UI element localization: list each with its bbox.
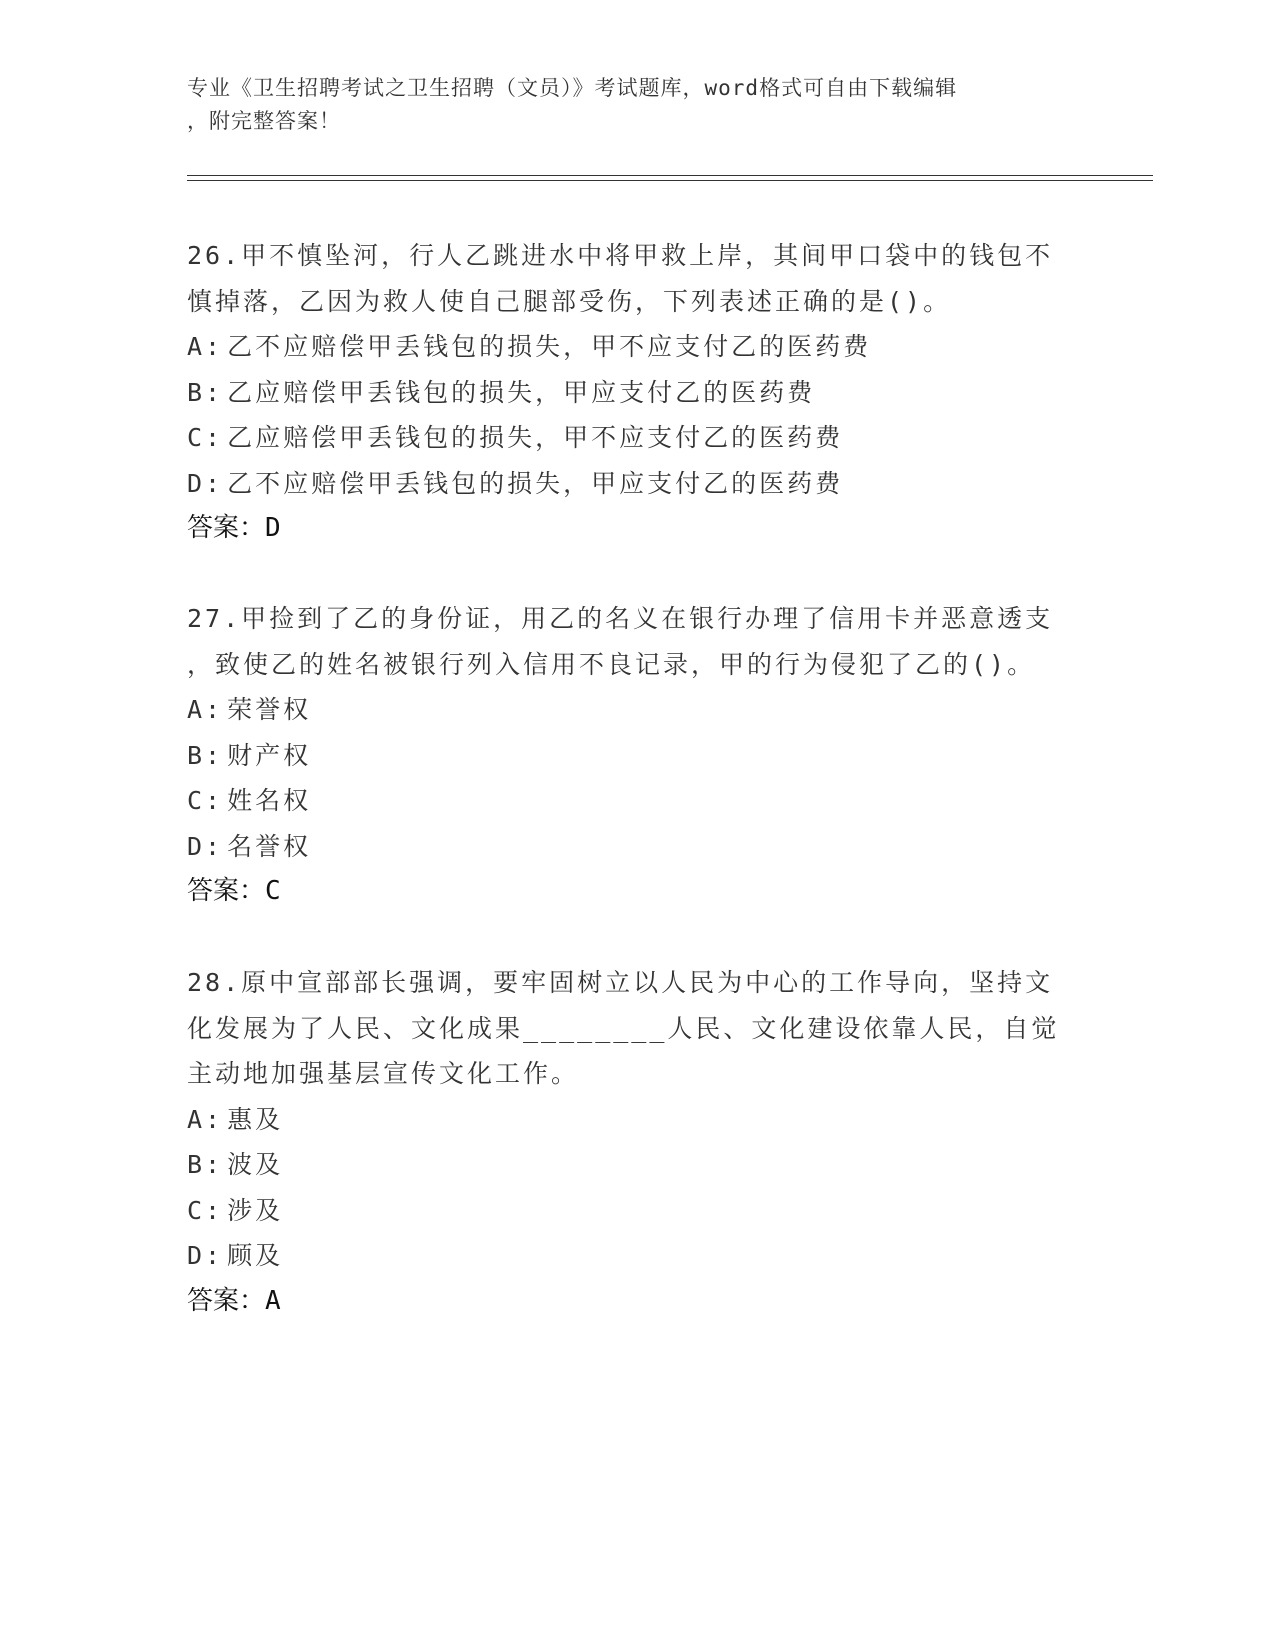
- question-text-line: 化发展为了人民、文化成果________人民、文化建设依靠人民，自觉: [187, 1013, 1060, 1043]
- option-b: [187, 370, 1077, 416]
- option-text: 涉及: [227, 1195, 284, 1225]
- option-d: [187, 461, 1077, 507]
- answer-value: D: [265, 513, 281, 543]
- question-text-line: 27.甲捡到了乙的身份证，用乙的名义在银行办理了信用卡并恶意透支: [187, 604, 1054, 633]
- option-a: [187, 1097, 1077, 1143]
- option-text: 惠及: [227, 1104, 284, 1134]
- option-text: 乙应赔偿甲丢钱包的损失，甲应支付乙的医药费: [227, 377, 816, 407]
- option-text: 乙应赔偿甲丢钱包的损失，甲不应支付乙的医药费: [227, 423, 844, 452]
- question-28: [187, 960, 1077, 1324]
- option-text: 顾及: [227, 1241, 284, 1270]
- answer-label: 答案：: [187, 1285, 266, 1316]
- answer-line: [187, 869, 1077, 915]
- option-text: 荣誉权: [227, 695, 312, 724]
- answer-line: [187, 506, 1077, 552]
- option-c: [187, 778, 1077, 824]
- answer-line: [187, 1279, 1077, 1325]
- question-27: [187, 596, 1077, 915]
- document-header: [187, 72, 1067, 138]
- question-26: [187, 233, 1077, 552]
- option-label: B:: [187, 1150, 224, 1179]
- question-text-line: 慎掉落，乙因为救人使自己腿部受伤，下列表述正确的是()。: [187, 286, 952, 316]
- header-divider-bottom: [187, 180, 1153, 181]
- question-text-line: ，致使乙的姓名被银行列入信用不良记录，甲的行为侵犯了乙的()。: [187, 649, 1036, 679]
- option-label: A:: [187, 1104, 224, 1134]
- header-line-2: ，附完整答案！: [187, 109, 341, 133]
- option-c: [187, 415, 1077, 461]
- option-text: 乙不应赔偿甲丢钱包的损失，甲不应支付乙的医药费: [227, 332, 872, 361]
- option-label: A:: [187, 332, 224, 361]
- option-text: 姓名权: [227, 786, 312, 815]
- option-c: [187, 1188, 1077, 1234]
- question-text-line: 28.原中宣部部长强调，要牢固树立以人民为中心的工作导向，坚持文: [187, 968, 1054, 997]
- answer-label: 答案：: [187, 513, 266, 543]
- option-label: D:: [187, 1241, 224, 1270]
- option-label: D:: [187, 468, 224, 498]
- option-label: D:: [187, 831, 224, 861]
- option-b: [187, 1142, 1077, 1188]
- option-label: A:: [187, 695, 224, 724]
- option-d: [187, 1233, 1077, 1279]
- option-label: C:: [187, 786, 224, 815]
- option-label: C:: [187, 423, 224, 452]
- option-a: [187, 324, 1077, 370]
- option-label: B:: [187, 740, 224, 770]
- answer-value: A: [265, 1285, 281, 1316]
- question-text-line: 26.甲不慎坠河，行人乙跳进水中将甲救上岸，其间甲口袋中的钱包不: [187, 241, 1054, 270]
- header-divider-top: [187, 175, 1153, 176]
- header-line-1: 专业《卫生招聘考试之卫生招聘（文员）》考试题库，word格式可自由下载编辑: [187, 76, 958, 100]
- option-b: [187, 733, 1077, 779]
- option-text: 乙不应赔偿甲丢钱包的损失，甲应支付乙的医药费: [227, 468, 844, 498]
- answer-label: 答案：: [187, 876, 266, 906]
- option-text: 名誉权: [227, 831, 312, 861]
- option-label: C:: [187, 1195, 224, 1225]
- option-a: [187, 687, 1077, 733]
- option-d: [187, 824, 1077, 870]
- question-text-line: 主动地加强基层宣传文化工作。: [187, 1059, 580, 1088]
- option-text: 波及: [227, 1150, 284, 1179]
- option-label: B:: [187, 377, 224, 407]
- option-text: 财产权: [227, 740, 312, 770]
- answer-value: C: [265, 876, 281, 906]
